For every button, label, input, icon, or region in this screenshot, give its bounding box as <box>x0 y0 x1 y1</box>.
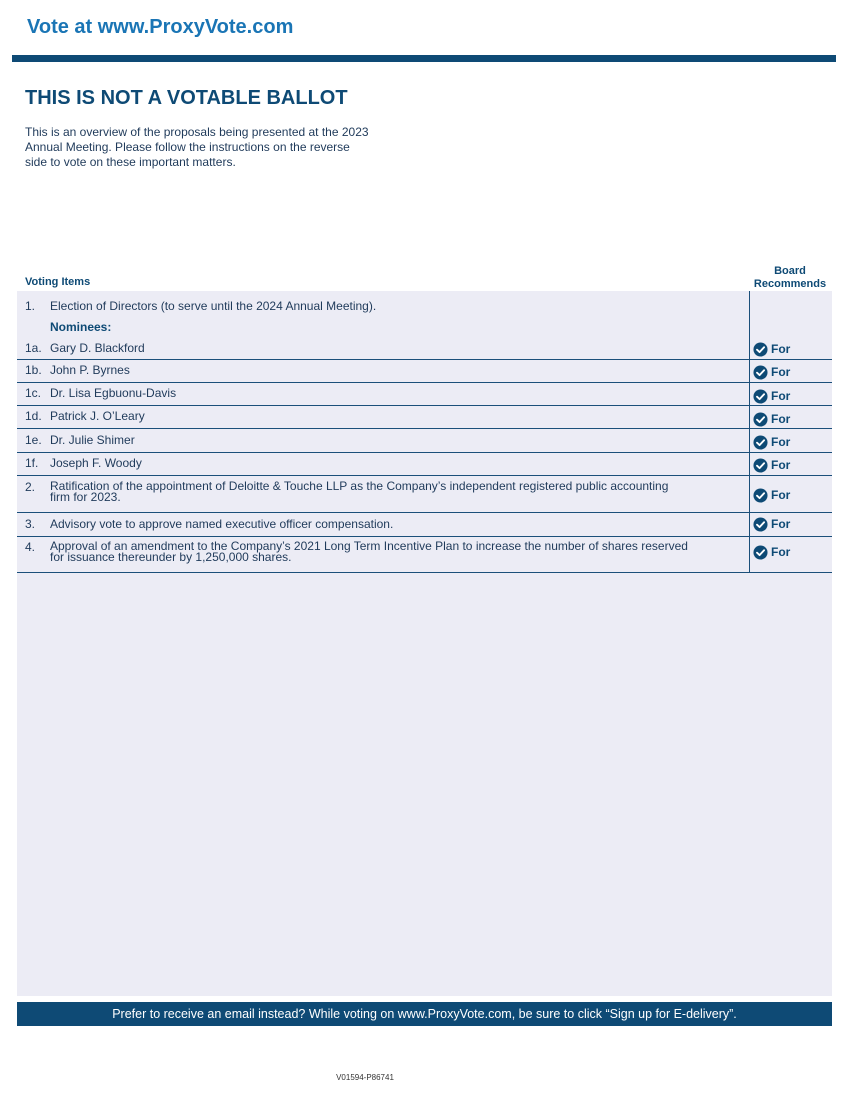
proposal-number: 1f. <box>25 456 39 470</box>
nominees-subheading-row <box>17 317 832 337</box>
recommendation-label: For <box>771 412 791 426</box>
check-circle-icon <box>753 458 768 473</box>
recommendation-label: For <box>771 435 791 449</box>
proposal-row-3 <box>17 514 832 537</box>
nominee-name: Dr. Julie Shimer <box>50 433 135 447</box>
header-divider <box>12 55 836 62</box>
proposal-number: 4. <box>25 540 36 554</box>
check-circle-icon <box>753 435 768 450</box>
proposal-number: 2. <box>25 480 36 494</box>
proposal-number: 1e. <box>25 433 42 447</box>
board-recommends-header <box>749 265 831 291</box>
intro-text <box>25 125 415 170</box>
intro-line: This is an overview of the proposals being presented at the 2023 <box>25 125 369 139</box>
recommendation-label: For <box>771 517 791 531</box>
proposal-text-line: Ratification of the appointment of Deloitte & Touche LLP as the Company’s independent registered public accounting <box>50 479 669 493</box>
recommendation-4 <box>753 544 790 560</box>
nominee-name: Gary D. Blackford <box>50 341 145 355</box>
nominee-row-1f <box>17 454 832 476</box>
nominee-row-1c <box>17 384 832 406</box>
recommendation-1c <box>753 388 790 404</box>
recommendation-2 <box>753 487 790 503</box>
nominee-name: Dr. Lisa Egbuonu-Davis <box>50 386 177 400</box>
e-delivery-notice: Prefer to receive an email instead? While voting on www.ProxyVote.com, be sure to click “Sign up for E-delivery”. <box>17 1002 832 1026</box>
proxyvote-link[interactable]: Vote at www.ProxyVote.com <box>27 16 294 38</box>
proposal-text <box>50 481 750 503</box>
recommendation-label: For <box>771 488 791 502</box>
proposal-text: Election of Directors (to serve until the 2024 Annual Meeting). <box>50 299 377 313</box>
recommendation-1f <box>753 457 790 473</box>
nominee-row-1e <box>17 430 832 453</box>
recommendation-label: For <box>771 389 791 403</box>
check-circle-icon <box>753 517 768 532</box>
recommend-column-divider <box>749 291 750 573</box>
document-code: V01594-P86741 <box>336 1073 394 1082</box>
board-header-line: Recommends <box>753 278 827 290</box>
proposal-number: 1d. <box>25 409 42 423</box>
proposal-row-2 <box>17 477 832 513</box>
nominee-name: Joseph F. Woody <box>50 456 142 470</box>
check-circle-icon <box>753 342 768 357</box>
proposal-text: Advisory vote to approve named executive officer compensation. <box>50 517 394 531</box>
proposal-number: 1a. <box>25 341 42 355</box>
recommendation-label: For <box>771 458 791 472</box>
board-header-line: Board <box>774 265 806 277</box>
nominee-row-1d <box>17 407 832 429</box>
check-circle-icon <box>753 365 768 380</box>
check-circle-icon <box>753 389 768 404</box>
recommendation-label: For <box>771 342 791 356</box>
check-circle-icon <box>753 545 768 560</box>
recommendation-1e <box>753 434 790 450</box>
recommendation-1a <box>753 341 790 357</box>
recommendation-label: For <box>771 545 791 559</box>
proposal-text <box>50 541 750 563</box>
proposal-row-1 <box>17 296 832 316</box>
page-title: THIS IS NOT A VOTABLE BALLOT <box>25 87 348 109</box>
recommendation-1b <box>753 364 790 380</box>
intro-line: side to vote on these important matters. <box>25 155 236 169</box>
nominee-name: Patrick J. O’Leary <box>50 409 145 423</box>
nominee-name: John P. Byrnes <box>50 363 130 377</box>
recommendation-label: For <box>771 365 791 379</box>
nominee-row-1a <box>17 338 832 360</box>
proposal-text-line: for issuance thereunder by 1,250,000 shares. <box>50 550 292 564</box>
proposal-number: 1c. <box>25 386 42 400</box>
recommendation-3 <box>753 516 790 532</box>
proposal-text-line: firm for 2023. <box>50 490 121 504</box>
nominee-row-1b <box>17 361 832 383</box>
proposal-number: 1b. <box>25 363 42 377</box>
voting-items-header: Voting Items <box>25 276 91 288</box>
intro-line: Annual Meeting. Please follow the instructions on the reverse <box>25 140 350 154</box>
nominees-label: Nominees: <box>50 320 112 334</box>
check-circle-icon <box>753 412 768 427</box>
proposal-number: 1. <box>25 299 36 313</box>
recommendation-1d <box>753 411 790 427</box>
check-circle-icon <box>753 488 768 503</box>
proposal-text-line: Approval of an amendment to the Company’s 2021 Long Term Incentive Plan to increase the number of shares reserved <box>50 539 688 553</box>
proposal-row-4 <box>17 538 832 573</box>
proposal-number: 3. <box>25 517 36 531</box>
